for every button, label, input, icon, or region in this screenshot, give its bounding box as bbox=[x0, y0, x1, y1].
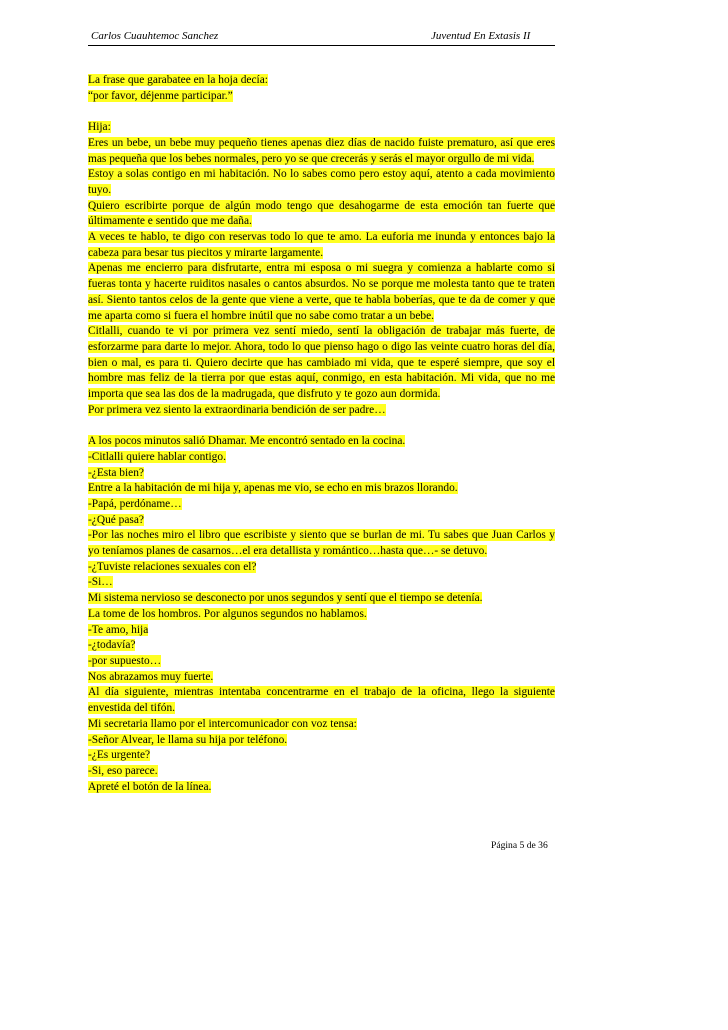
paragraph bbox=[88, 403, 555, 419]
paragraph bbox=[88, 780, 555, 796]
highlighted-text: Estoy a solas contigo en mi habitación. No lo sabes como pero estoy aquí, atento a cada movimiento tuyo. bbox=[88, 168, 555, 196]
paragraph bbox=[88, 764, 555, 780]
paragraph bbox=[88, 324, 555, 403]
highlighted-text: -¿Qué pasa? bbox=[88, 513, 144, 526]
highlighted-text: Quiero escribirte porque de algún modo tengo que desahogarme de esta emoción tan fuerte que últimamente e sentido que me daña. bbox=[88, 199, 555, 228]
paragraph bbox=[88, 497, 555, 513]
paragraph bbox=[88, 638, 555, 654]
highlighted-text: Citlalli, cuando te vi por primera vez sentí miedo, sentí la obligación de trabajar más fuerte, de esforzarme para darte lo mejor. Ahora, todo lo que pienso hago o digo las veinte cuatro horas del día, bien o mal, es para ti. Quiero decirte que has cambiado mi vida, que te esperé siempre, que soy el hombre mas feliz de la tierra por que estas aquí, conmigo, en esta habitación. Mi vida, que no me importa que sea las dos de la madrugada, que disfruto y te gozo aun dormida. bbox=[88, 325, 555, 401]
paragraph bbox=[88, 528, 555, 559]
paragraph bbox=[88, 623, 555, 639]
highlighted-text: Mi secretaria llamo por el intercomunicador con voz tensa: bbox=[88, 717, 357, 730]
highlighted-text: Entre a la habitación de mi hija y, apenas me vio, se echo en mis brazos llorando. bbox=[88, 482, 458, 495]
page-header bbox=[88, 29, 555, 46]
highlighted-text: A los pocos minutos salió Dhamar. Me encontró sentado en la cocina. bbox=[88, 435, 406, 448]
paragraph bbox=[88, 685, 555, 716]
paragraph bbox=[88, 481, 555, 497]
highlighted-text: -¿Es urgente? bbox=[88, 749, 151, 762]
highlighted-text: Mi sistema nervioso se desconecto por unos segundos y sentí que el tiempo se detenía. bbox=[88, 592, 483, 605]
header-title: Juventud En Extasis II bbox=[431, 30, 531, 42]
page-number: Página 5 de 36 bbox=[491, 840, 548, 851]
highlighted-text: -Por las noches miro el libro que escribiste y siento que se burlan de mi. Tu sabes que Juan Carlos y yo teníamos planes de casarnos…el era detallista y romántico…hasta que…- se detuvo. bbox=[88, 529, 555, 558]
document-body bbox=[88, 73, 555, 795]
highlighted-text: -Citlalli quiere hablar contigo. bbox=[88, 450, 226, 463]
paragraph bbox=[88, 717, 555, 733]
highlighted-text: -Señor Alvear, le llama su hija por teléfono. bbox=[88, 733, 288, 746]
paragraph bbox=[88, 670, 555, 686]
highlighted-text: -¿Esta bien? bbox=[88, 466, 144, 479]
paragraph bbox=[88, 73, 555, 89]
paragraph bbox=[88, 748, 555, 764]
paragraph bbox=[88, 513, 555, 529]
highlighted-text: Apreté el botón de la línea. bbox=[88, 780, 212, 793]
paragraph bbox=[88, 733, 555, 749]
highlighted-text: -¿todavía? bbox=[88, 639, 136, 652]
paragraph bbox=[88, 261, 555, 324]
highlighted-text: -Si… bbox=[88, 576, 113, 589]
highlighted-text: -Si, eso parece. bbox=[88, 764, 158, 777]
highlighted-text: Apenas me encierro para disfrutarte, entra mi esposa o mi suegra y comienza a hablarte como si fueras tonta y hacerte ruiditos nasales o cantos absurdos. No se porque me molesta tanto que te traten así. Siento tantos celos de la gente que viene a verte, que te habla boberías, que te da de comer y que me aparta como si fuera el hombre inútil que no sabe como tratar a un bebe. bbox=[88, 262, 555, 322]
highlighted-text: Eres un bebe, un bebe muy pequeño tienes apenas diez días de nacido fuiste prematuro, así que eres mas pequeña que los bebes normales, pero yo se que crecerás y serás el mayor orgullo de mi vida. bbox=[88, 136, 555, 165]
paragraph bbox=[88, 199, 555, 230]
paragraph bbox=[88, 575, 555, 591]
paragraph bbox=[88, 450, 555, 466]
highlighted-text: La frase que garabatee en la hoja decía: bbox=[88, 74, 268, 86]
paragraph bbox=[88, 607, 555, 623]
paragraph bbox=[88, 230, 555, 261]
header-author: Carlos Cuauhtemoc Sanchez bbox=[91, 30, 219, 42]
highlighted-text: Al día siguiente, mientras intentaba concentrarme en el trabajo de la oficina, llego la siguiente envestida del tifón. bbox=[88, 686, 555, 715]
highlighted-text: -por supuesto… bbox=[88, 654, 162, 667]
highlighted-text: “por favor, déjenme participar.” bbox=[88, 89, 233, 102]
highlighted-text: -Papá, perdóname… bbox=[88, 497, 182, 510]
highlighted-text: Por primera vez siento la extraordinaria bendición de ser padre… bbox=[88, 403, 386, 416]
paragraph bbox=[88, 466, 555, 482]
paragraph bbox=[88, 136, 555, 167]
highlighted-text: A veces te hablo, te digo con reservas todo lo que te amo. La euforia me inunda y entonces bajo la cabeza para besar tus piecitos y mirarte largamente. bbox=[88, 231, 555, 259]
highlighted-text: La tome de los hombros. Por algunos segundos no hablamos. bbox=[88, 607, 367, 620]
paragraph bbox=[88, 89, 555, 105]
paragraph bbox=[88, 120, 555, 136]
highlighted-text: Nos abrazamos muy fuerte. bbox=[88, 670, 214, 683]
highlighted-text: Hija: bbox=[88, 121, 111, 134]
paragraph bbox=[88, 560, 555, 576]
paragraph bbox=[88, 591, 555, 607]
paragraph bbox=[88, 434, 555, 450]
paragraph bbox=[88, 654, 555, 670]
highlighted-text: -¿Tuviste relaciones sexuales con el? bbox=[88, 560, 257, 573]
paragraph bbox=[88, 167, 555, 198]
highlighted-text: -Te amo, hija bbox=[88, 623, 149, 636]
